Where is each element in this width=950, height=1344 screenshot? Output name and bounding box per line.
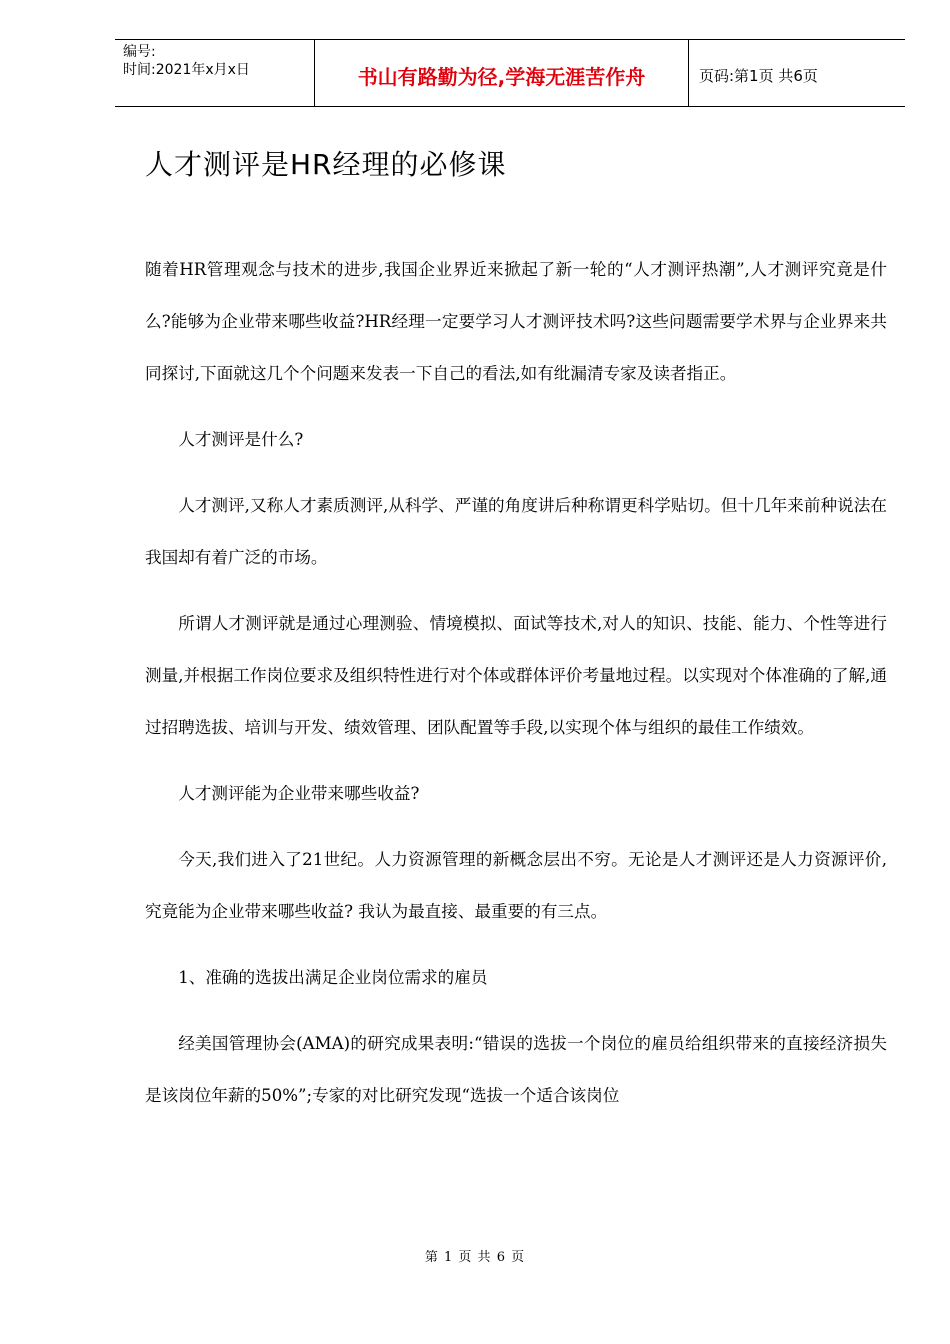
section-heading-what-is: 人才测评是什么? bbox=[178, 430, 304, 449]
paragraph-intro: 随着HR管理观念与技术的进步,我国企业界近来掀起了新一轮的“人才测评热潮”,人才测评究竟是什么?能够为企业带来哪些收益?HR经理一定要学习人才测评技术吗?这些问题需要学术界与企业界来共同探讨,下面就这几个个问题来发表一下自己的看法,如有纰漏清专家及读者指正。 bbox=[145, 260, 887, 383]
paragraph-ama-research: 经美国管理协会(AMA)的研究成果表明:“错误的选拔一个岗位的雇员给组织带来的直接经济损失是该岗位年薪的50%”;专家的对比研究发现“选拔一个适合该岗位 bbox=[145, 1034, 887, 1105]
header-motto: 书山有路勤为径,学海无涯苦作舟 bbox=[315, 40, 689, 106]
page-header bbox=[115, 39, 905, 107]
page-footer: 第 1 页 共 6 页 bbox=[424, 1250, 526, 1265]
header-page-info: 页码:第1页 共6页 bbox=[699, 66, 818, 85]
paragraph-explanation: 所谓人才测评就是通过心理测验、情境模拟、面试等技术,对人的知识、技能、能力、个性等进行测量,并根据工作岗位要求及组织特性进行对个体或群体评价考量地过程。以实现对个体准确的了解,通过招聘选拔、培训与开发、绩效管理、团队配置等手段,以实现个体与组织的最佳工作绩效。 bbox=[145, 614, 887, 737]
paragraph-benefits-intro: 今天,我们进入了21世纪。人力资源管理的新概念层出不穷。无论是人才测评还是人力资源评价,究竟能为企业带来哪些收益? 我认为最直接、最重要的有三点。 bbox=[145, 850, 887, 921]
paragraph-definition: 人才测评,又称人才素质测评,从科学、严谨的角度讲后种称谓更科学贴切。但十几年来前种说法在我国却有着广泛的市场。 bbox=[145, 496, 887, 567]
header-meta bbox=[115, 40, 315, 106]
document-title: 人才测评是HR经理的必修课 bbox=[145, 148, 507, 181]
document-number-label: 编号: bbox=[123, 44, 156, 60]
document-body bbox=[145, 244, 887, 1122]
section-heading-benefits: 人才测评能为企业带来哪些收益? bbox=[178, 784, 420, 803]
document-time-label: 时间:2021年x月x日 bbox=[123, 62, 250, 78]
benefit-item-1: 1、准确的选拔出满足企业岗位需求的雇员 bbox=[178, 968, 488, 987]
